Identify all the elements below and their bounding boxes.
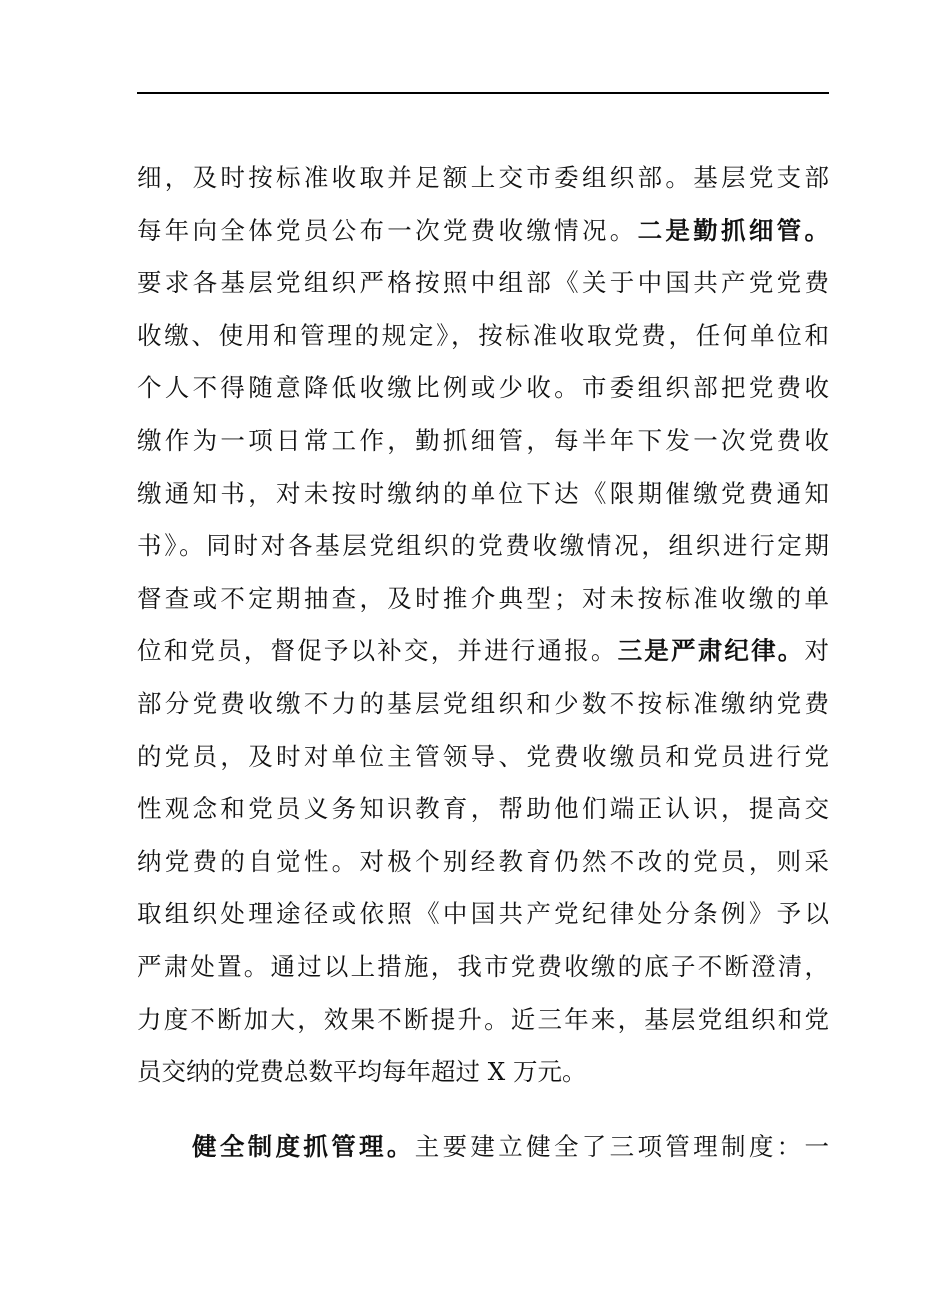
body-text: 纳党费的自觉性。对极个别经教育仍然不改的党员，则采 <box>137 846 829 876</box>
bold-heading-text: 二是勤抓细管。 <box>637 215 829 245</box>
paragraph-spacing <box>137 1099 829 1121</box>
text-line <box>137 415 829 468</box>
paragraph-system-management <box>137 1121 829 1174</box>
body-text: 员交纳的党费总数平均每年超过 X 万元。 <box>137 1057 587 1087</box>
body-text: 的党员，及时对单位主管领导、党费收缴员和党员进行党 <box>137 741 829 771</box>
text-line <box>137 205 829 258</box>
text-line <box>137 836 829 889</box>
body-text: 位和党员，督促予以补交，并进行通报。 <box>137 636 618 666</box>
bold-heading-text: 健全制度抓管理。 <box>192 1131 415 1161</box>
text-line <box>137 257 829 310</box>
body-text: 缴作为一项日常工作，勤抓细管，每半年下发一次党费收 <box>137 425 829 455</box>
text-line <box>137 941 829 994</box>
body-text: 严肃处置。通过以上措施，我市党费收缴的底子不断澄清， <box>137 951 829 981</box>
text-line <box>137 573 829 626</box>
text-line <box>137 783 829 836</box>
body-text: 书》。同时对各基层党组织的党费收缴情况，组织进行定期 <box>137 531 829 561</box>
body-text: 力度不断加大，效果不断提升。近三年来，基层党组织和党 <box>137 1004 829 1034</box>
text-line <box>137 468 829 521</box>
page-header-rule <box>137 92 829 94</box>
body-text: 主要建立健全了三项管理制度：一 <box>414 1131 830 1161</box>
body-text: 个人不得随意降低收缴比例或少收。市委组织部把党费收 <box>137 373 829 403</box>
body-text: 每年向全体党员公布一次党费收缴情况。 <box>137 215 638 245</box>
body-text: 对 <box>804 636 830 666</box>
text-line <box>137 888 829 941</box>
body-text: 要求各基层党组织严格按照中组部《关于中国共产党党费 <box>137 268 829 298</box>
body-text: 督查或不定期抽查，及时推介典型；对未按标准收缴的单 <box>137 583 829 613</box>
text-line <box>137 152 829 205</box>
text-line <box>137 625 829 678</box>
document-body <box>137 152 829 1173</box>
text-line <box>137 1046 829 1099</box>
bold-heading-text: 三是严肃纪律。 <box>617 636 805 666</box>
text-line <box>137 678 829 731</box>
text-line <box>137 362 829 415</box>
text-line <box>137 1121 829 1174</box>
text-line <box>137 520 829 573</box>
body-text: 部分党费收缴不力的基层党组织和少数不按标准缴纳党费 <box>137 688 829 718</box>
text-line <box>137 994 829 1047</box>
body-text: 性观念和党员义务知识教育，帮助他们端正认识，提高交 <box>137 794 829 824</box>
body-text: 取组织处理途径或依照《中国共产党纪律处分条例》予以 <box>137 899 829 929</box>
body-text: 缴通知书，对未按时缴纳的单位下达《限期催缴党费通知 <box>137 478 829 508</box>
body-text: 细，及时按标准收取并足额上交市委组织部。基层党支部 <box>137 163 829 192</box>
text-line <box>137 310 829 363</box>
text-line <box>137 731 829 784</box>
paragraph-party-fee-collection <box>137 152 829 1099</box>
body-text: 收缴、使用和管理的规定》，按标准收取党费，任何单位和 <box>137 320 829 350</box>
